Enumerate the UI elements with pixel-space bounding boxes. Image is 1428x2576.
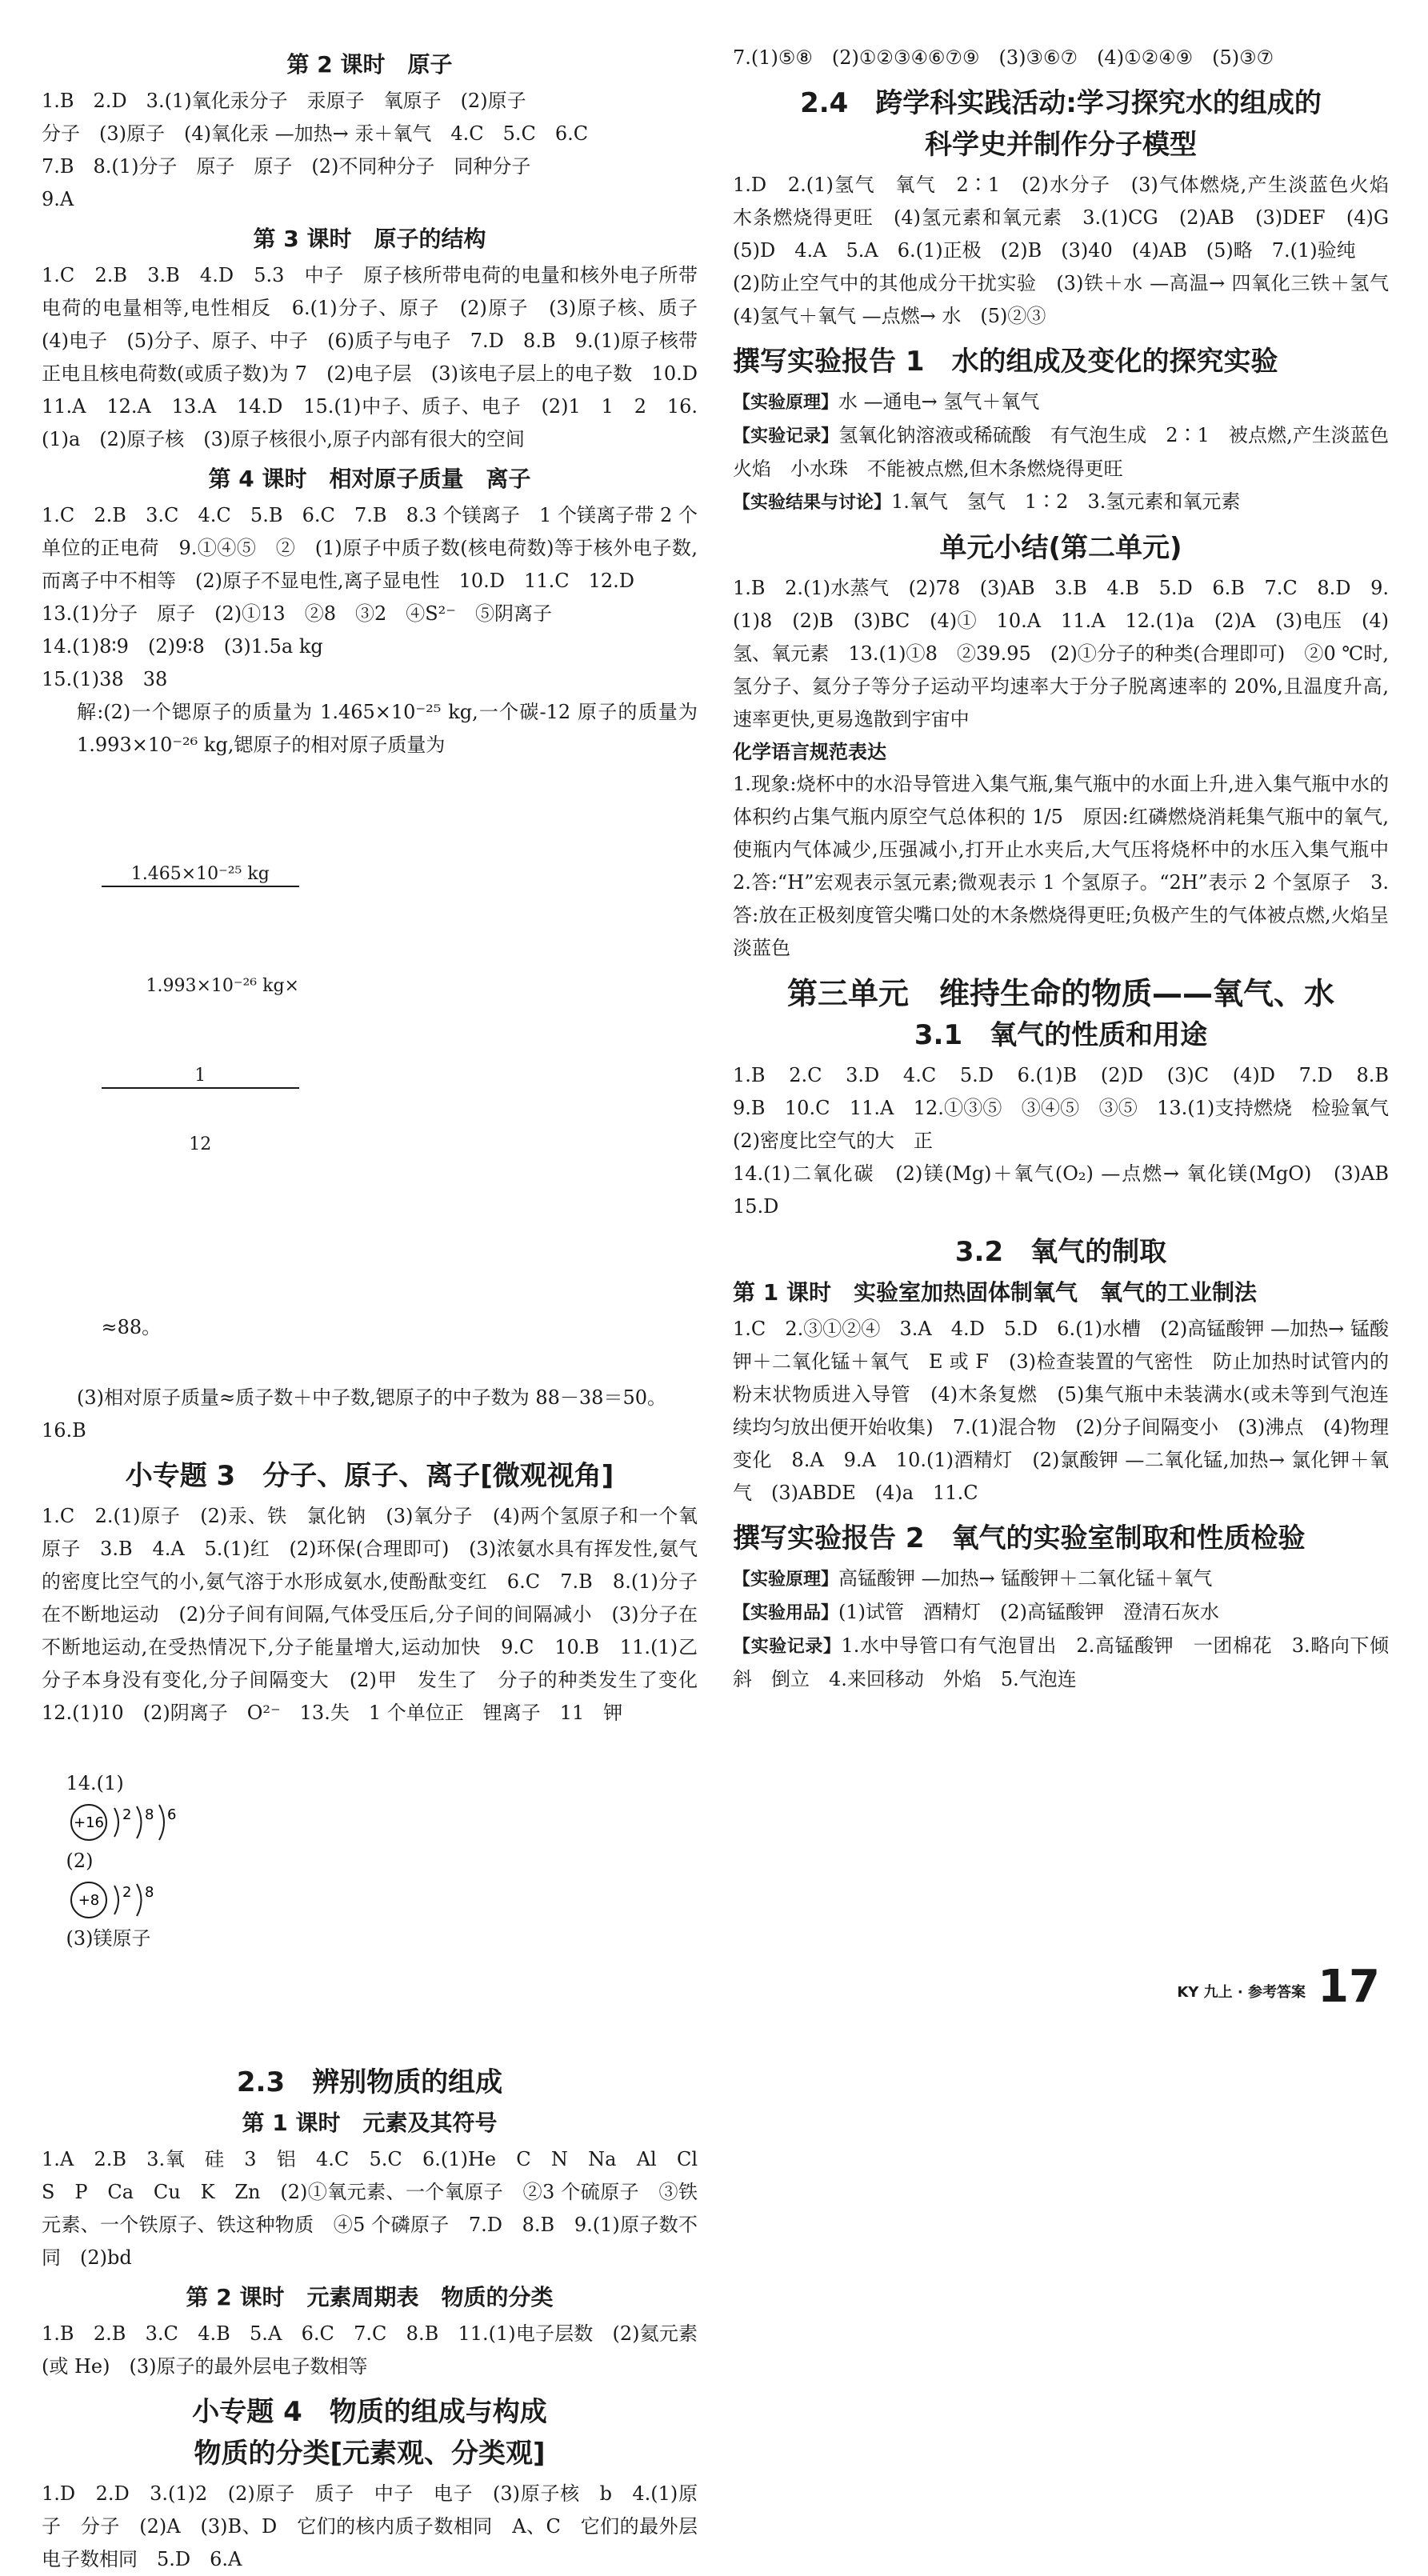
- svg-text:6: 6: [166, 1806, 176, 1823]
- answer-text: 1.现象:烧杯中的水沿导管进入集气瓶,集气瓶中的水面上升,进入集气瓶中水的体积约占集气瓶内原空气总体积的 1/5 原因:红磷燃烧消耗集气瓶中的氧气,使瓶内气体减少,压强减小,打开止水夹后,大气压将烧杯中的水压入集气瓶中 2.答:“H”宏观表示氢元素;微观表示 1 个氢原子。“2H”表示 2 个氢原子 3.答:放在正极刻度管尖嘴口处的木条燃烧得更旺;负极产生的气体被点燃,火焰呈淡蓝色: [733, 773, 1408, 959]
- svg-text:8: 8: [144, 1806, 154, 1823]
- section-title: 3.2 氧气的制取: [954, 1236, 1167, 1268]
- section-title: 撰写实验报告 1 水的组成及变化的探究实验: [733, 346, 1278, 378]
- footer-label: KY 九上 · 参考答案: [1177, 1984, 1306, 2001]
- answer-text: 1.B 2.(1)水蒸气 (2)78 (3)AB 3.B 4.B 5.D 6.B 7.C 8.D 9.(1)8 (2)B (3)BC (4)① 10.A 11.A 12.(1)a (2)A (3)电压 (4)氢、氧元素 13.(1)①8 ②39.95 (2)①分子的种类(合理即可) ②0 ℃时,氢分子、氦分子等分子运动平均速率大于分子脱离速率的 20%,且温度升高,速率更快,更易逸散到宇宙中: [733, 577, 1389, 730]
- svg-text:+16: +16: [73, 1814, 104, 1831]
- section-title: 小专题 4 物质的组成与构成: [192, 2396, 547, 2428]
- answer-text: 分子 (3)原子 (4)氧化汞 —加热→ 汞＋氧气 4.C 5.C 6.C: [42, 122, 589, 145]
- section-title: 小专题 3 分子、原子、离子[微观视角]: [125, 1460, 614, 1492]
- fraction-expression: [42, 765, 698, 1377]
- answer-text: 1.C 2.B 3.B 4.D 5.3 中子 原子核所带电荷的电量和核外电子所带电荷的电量相等,电性相反 6.(1)分子、原子 (2)原子 (3)原子核、质子 (4)电子 (5)分子、原子、中子 (6)质子与电子 7.D 8.B 9.(1)原子核带正电且核电荷数(或质子数)为 7 (2)电子层 (3)该电子层上的电子数 10.D 11.A 12.A 13.A 14.D 15.(1)中子、质子、电子 (2)1 1 2 16.(1)a (2)原子核 (3)原子核很小,原子内部有很大的空间: [42, 264, 717, 450]
- answer-text: 1.C 2.③①②④ 3.A 4.D 5.D 6.(1)水槽 (2)高锰酸钾 —加热→ 锰酸钾＋二氧化锰＋氧气 E 或 F (3)检查装置的气密性 防止加热时试管内的粉末状物质进入导管 (4)木条复燃 (5)集气瓶中未装满水(或未等到气泡连续均匀放出便开始收集) 7.(1)混合物 (2)分子间隔变小 (3)沸点 (4)物理变化 8.A 9.A 10.(1)酒精灯 (2)氯酸钾 —二氧化锰,加热→ 氯化钾＋氧气 (3)ABDE (4)a 11.C: [733, 1318, 1389, 1504]
- section-title: 3.1 氧气的性质和用途: [914, 1019, 1208, 1051]
- answer-text: 14.(1)二氧化碳 (2)镁(Mg)＋氧气(O₂) —点燃→ 氧化镁(MgO) (3)AB 15.D: [733, 1162, 1408, 1218]
- atom-diagram-sulfur: [66, 1800, 186, 1845]
- answer-text: 1.C 2.(1)原子 (2)汞、铁 氯化钠 (3)氧分子 (4)两个氢原子和一个氧原子 3.B 4.A 5.(1)红 (2)环保(合理即可) (3)浓氨水具有挥发性,氨气的密度比空气的小,氨气溶于水形成氨水,使酚酞变红 6.C 7.B 8.(1)分子在不断地运动 (2)分子间有间隔,气体受压后,分子间的间隔减小 (3)分子在不断地运动,在受热情况下,分子能量增大,运动加快 9.C 10.B 11.(1)乙 分子本身没有变化,分子间隔变大 (2)甲 发生了 分子的种类发生了变化 12.(1)10 (2)阴离子 O²⁻ 13.失 1 个单位正 锂离子 11 钾: [42, 1505, 717, 1724]
- answer-text: 13.(1)分子 原子 (2)①13 ②8 ③2 ④S²⁻ ⑤阴离子: [42, 602, 552, 625]
- section-title: 2.3 辨别物质的组成: [236, 2066, 503, 2098]
- svg-text:2: 2: [122, 1884, 131, 1901]
- section-title: 第 3 课时 原子的结构: [253, 226, 486, 252]
- section-title: 撰写实验报告 2 氧气的实验室制取和性质检验: [733, 1522, 1306, 1554]
- solution-text: (3)相对原子质量≈质子数＋中子数,锶原子的中子数为 88－38＝50。: [77, 1386, 666, 1409]
- report-line: 【实验原理】高锰酸钾 —加热→ 锰酸钾＋二氧化锰＋氧气: [733, 1567, 1213, 1590]
- section-title: 单元小结(第二单元): [939, 532, 1182, 564]
- atom-structure-row: 14.(1) +16 2 8 6 (2) +8 2 8 (3)镁原子: [42, 1734, 698, 2054]
- answer-text: 1.B 2.C 3.D 4.C 5.D 6.(1)B (2)D (3)C (4)D 7.D 8.B 9.B 10.C 11.A 12.①③⑤ ③④⑤ ③⑤ 13.(1)支持燃烧 检验氧气 (2)密度比空气的大 正: [733, 1064, 1408, 1152]
- report-line: 【实验结果与讨论】1.氧气 氢气 1∶2 3.氢元素和氧元素: [733, 490, 1241, 513]
- answer-text: 1.A 2.B 3.氧 硅 3 铝 4.C 5.C 6.(1)He C N Na Al Cl S P Ca Cu K Zn (2)①氧元素、一个氧原子 ②3 个硫原子 ③铁元素、一个铁原子、铁这种物质 ④5 个磷原子 7.D 8.B 9.(1)原子数不同 (2)bd: [42, 2148, 717, 2269]
- fraction-result: ≈88。: [101, 1316, 162, 1338]
- report-line: 【实验记录】1.水中导管口有气泡冒出 2.高锰酸钾 一团棉花 3.略向下倾斜 倒立 4.来回移动 外焰 5.气泡连: [733, 1634, 1389, 1690]
- section-subtitle: 物质的分类[元素观、分类观]: [194, 2438, 546, 2470]
- answer-text: 9.A: [42, 188, 74, 210]
- subsection-title: 化学语言规范表达: [733, 741, 886, 763]
- lesson-title: 第 2 课时 元素周期表 物质的分类: [186, 2284, 554, 2310]
- answer-text: 14.(1)8∶9 (2)9∶8 (3)1.5a kg: [42, 635, 323, 658]
- section-title: 第 4 课时 相对原子质量 离子: [208, 466, 531, 492]
- answer-text: 7.B 8.(1)分子 原子 原子 (2)不同种分子 同种分子: [42, 155, 531, 178]
- report-line: 【实验记录】氢氧化钠溶液或稀硫酸 有气泡生成 2∶1 被点燃,产生淡蓝色火焰 小水珠 不能被点燃,但木条燃烧得更旺: [733, 424, 1389, 480]
- answer-text: (2)防止空气中的其他成分干扰实验 (3)铁＋水 —高温→ 四氧化三铁＋氢气 (4)氢气＋氧气 —点燃→ 水 (5)②③: [733, 272, 1408, 327]
- unit-title: 第三单元 维持生命的物质——氧气、水: [786, 976, 1334, 1011]
- answer-text: 1.B 2.B 3.C 4.B 5.A 6.C 7.C 8.B 11.(1)电子层数 (2)氦元素(或 He) (3)原子的最外层电子数相等: [42, 2322, 698, 2378]
- report-line: 【实验原理】水 —通电→ 氢气＋氧气: [733, 390, 1040, 413]
- answer-text: 1.B 2.D 3.(1)氧化汞分子 汞原子 氧原子 (2)原子: [42, 90, 526, 112]
- answer-text: 15.(1)38 38: [42, 668, 168, 690]
- fraction-numerator: 1.465×10⁻²⁵ kg: [102, 863, 299, 887]
- lesson-title: 第 1 课时 元素及其符号: [242, 2110, 498, 2136]
- svg-text:2: 2: [122, 1806, 131, 1823]
- fraction: [102, 798, 299, 1311]
- left-column: [42, 42, 717, 2576]
- right-column: [733, 42, 1408, 1696]
- report-line: 【实验用品】(1)试管 酒精灯 (2)高锰酸钾 澄清石灰水: [733, 1601, 1220, 1623]
- section-title-line2: 科学史并制作分子模型: [925, 129, 1197, 161]
- answer-text: 7.(1)⑤⑧ (2)①②③④⑥⑦⑨ (3)③⑥⑦ (4)①②④⑨ (5)③⑦: [733, 46, 1274, 69]
- atom-diagram-oxygen-ion: [66, 1878, 162, 1922]
- lesson-title: 第 1 课时 实验室加热固体制氧气 氧气的工业制法: [733, 1279, 1257, 1306]
- svg-text:8: 8: [144, 1884, 154, 1901]
- page-footer: [1177, 1961, 1380, 2013]
- section-title: 第 2 课时 原子: [286, 51, 453, 78]
- answer-text: 1.D 2.(1)氢气 氧气 2∶1 (2)水分子 (3)气体燃烧,产生淡蓝色火焰 木条燃烧得更旺 (4)氢元素和氧元素 3.(1)CG (2)AB (3)DEF (4)G (5)D 4.A 5.A 6.(1)正极 (2)B (3)40 (4)AB (5)略 7.(1)验纯: [733, 174, 1408, 262]
- page-number: 17: [1318, 1961, 1380, 2013]
- solution-text: 解:(2)一个锶原子的质量为 1.465×10⁻²⁵ kg,一个碳-12 原子的质量为 1.993×10⁻²⁶ kg,锶原子的相对原子质量为: [77, 701, 704, 756]
- fraction-denominator: 1.993×10⁻²⁶ kg× 1 12: [102, 953, 299, 1246]
- answer-text: 16.B: [42, 1419, 86, 1442]
- svg-text:+8: +8: [78, 1892, 99, 1909]
- fraction-small: 1 12: [102, 1020, 299, 1201]
- section-title: 2.4 跨学科实践活动:学习探究水的组成的: [800, 87, 1322, 119]
- answer-text: 1.D 2.D 3.(1)2 (2)原子 质子 中子 电子 (3)原子核 b 4.(1)原子 分子 (2)A (3)B、D 它们的核内质子数相同 A、C 它们的最外层电子数相同 5.D 6.A: [42, 2482, 698, 2570]
- answer-text: 1.C 2.B 3.C 4.C 5.B 6.C 7.B 8.3 个镁离子 1 个镁离子带 2 个单位的正电荷 9.①④⑤ ② (1)原子中质子数(核电荷数)等于核外电子数,而离子中不相等 (2)原子不显电性,离子显电性 10.D 11.C 12.D: [42, 504, 698, 592]
